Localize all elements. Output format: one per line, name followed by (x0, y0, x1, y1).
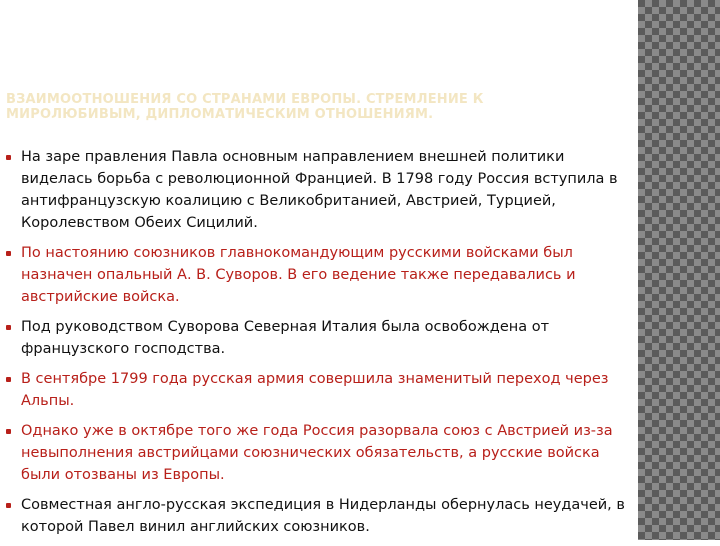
bullet-text-2: По настоянию союзников главнокомандующим русскими войсками был назначен опальный А. В. Суворов. В его ведение также передавались и австрийские войска. (21, 245, 576, 305)
bullet-marker-icon (6, 325, 11, 330)
bullet-list (6, 146, 636, 546)
bullet-marker-icon (6, 377, 11, 382)
bullet-item-6 (6, 494, 636, 538)
slide-title: ВЗАИМООТНОШЕНИЯ СО СТРАНАМИ ЕВРОПЫ. СТРЕМЛЕНИЕ К МИРОЛЮБИВЫМ, ДИПЛОМАТИЧЕСКИМ ОТНОШЕНИЯМ. (6, 92, 484, 122)
bullet-text-1: На заре правления Павла основным направлением внешней политики виделась борьба с революционной Францией. В 1798 году Россия вступила в антифранцузскую коалицию с Великобританией, Австрией, Турцией, Королевством Обеих Сицилий. (21, 149, 618, 231)
bullet-marker-icon (6, 155, 11, 160)
bullet-text-3: Под руководством Суворова Северная Италия была освобождена от французского господства. (21, 319, 550, 357)
bullet-marker-icon (6, 429, 11, 434)
decorative-side-panel (638, 0, 720, 540)
bullet-item-2 (6, 242, 636, 308)
bullet-item-1 (6, 146, 636, 234)
bullet-item-3 (6, 316, 636, 360)
bullet-marker-icon (6, 503, 11, 508)
bullet-text-5: Однако уже в октябре того же года Россия разорвала союз с Австрией из-за невыполнения австрийцами союзнических обязательств, а русские войска были отозваны из Европы. (21, 423, 613, 483)
bullet-marker-icon (6, 251, 11, 256)
bullet-item-4 (6, 368, 636, 412)
bullet-text-4: В сентябре 1799 года русская армия совершила знаменитый переход через Альпы. (21, 371, 609, 409)
bullet-item-5 (6, 420, 636, 486)
bullet-text-6: Совместная англо-русская экспедиция в Нидерланды обернулась неудачей, в которой Павел винил английских союзников. (21, 497, 625, 535)
